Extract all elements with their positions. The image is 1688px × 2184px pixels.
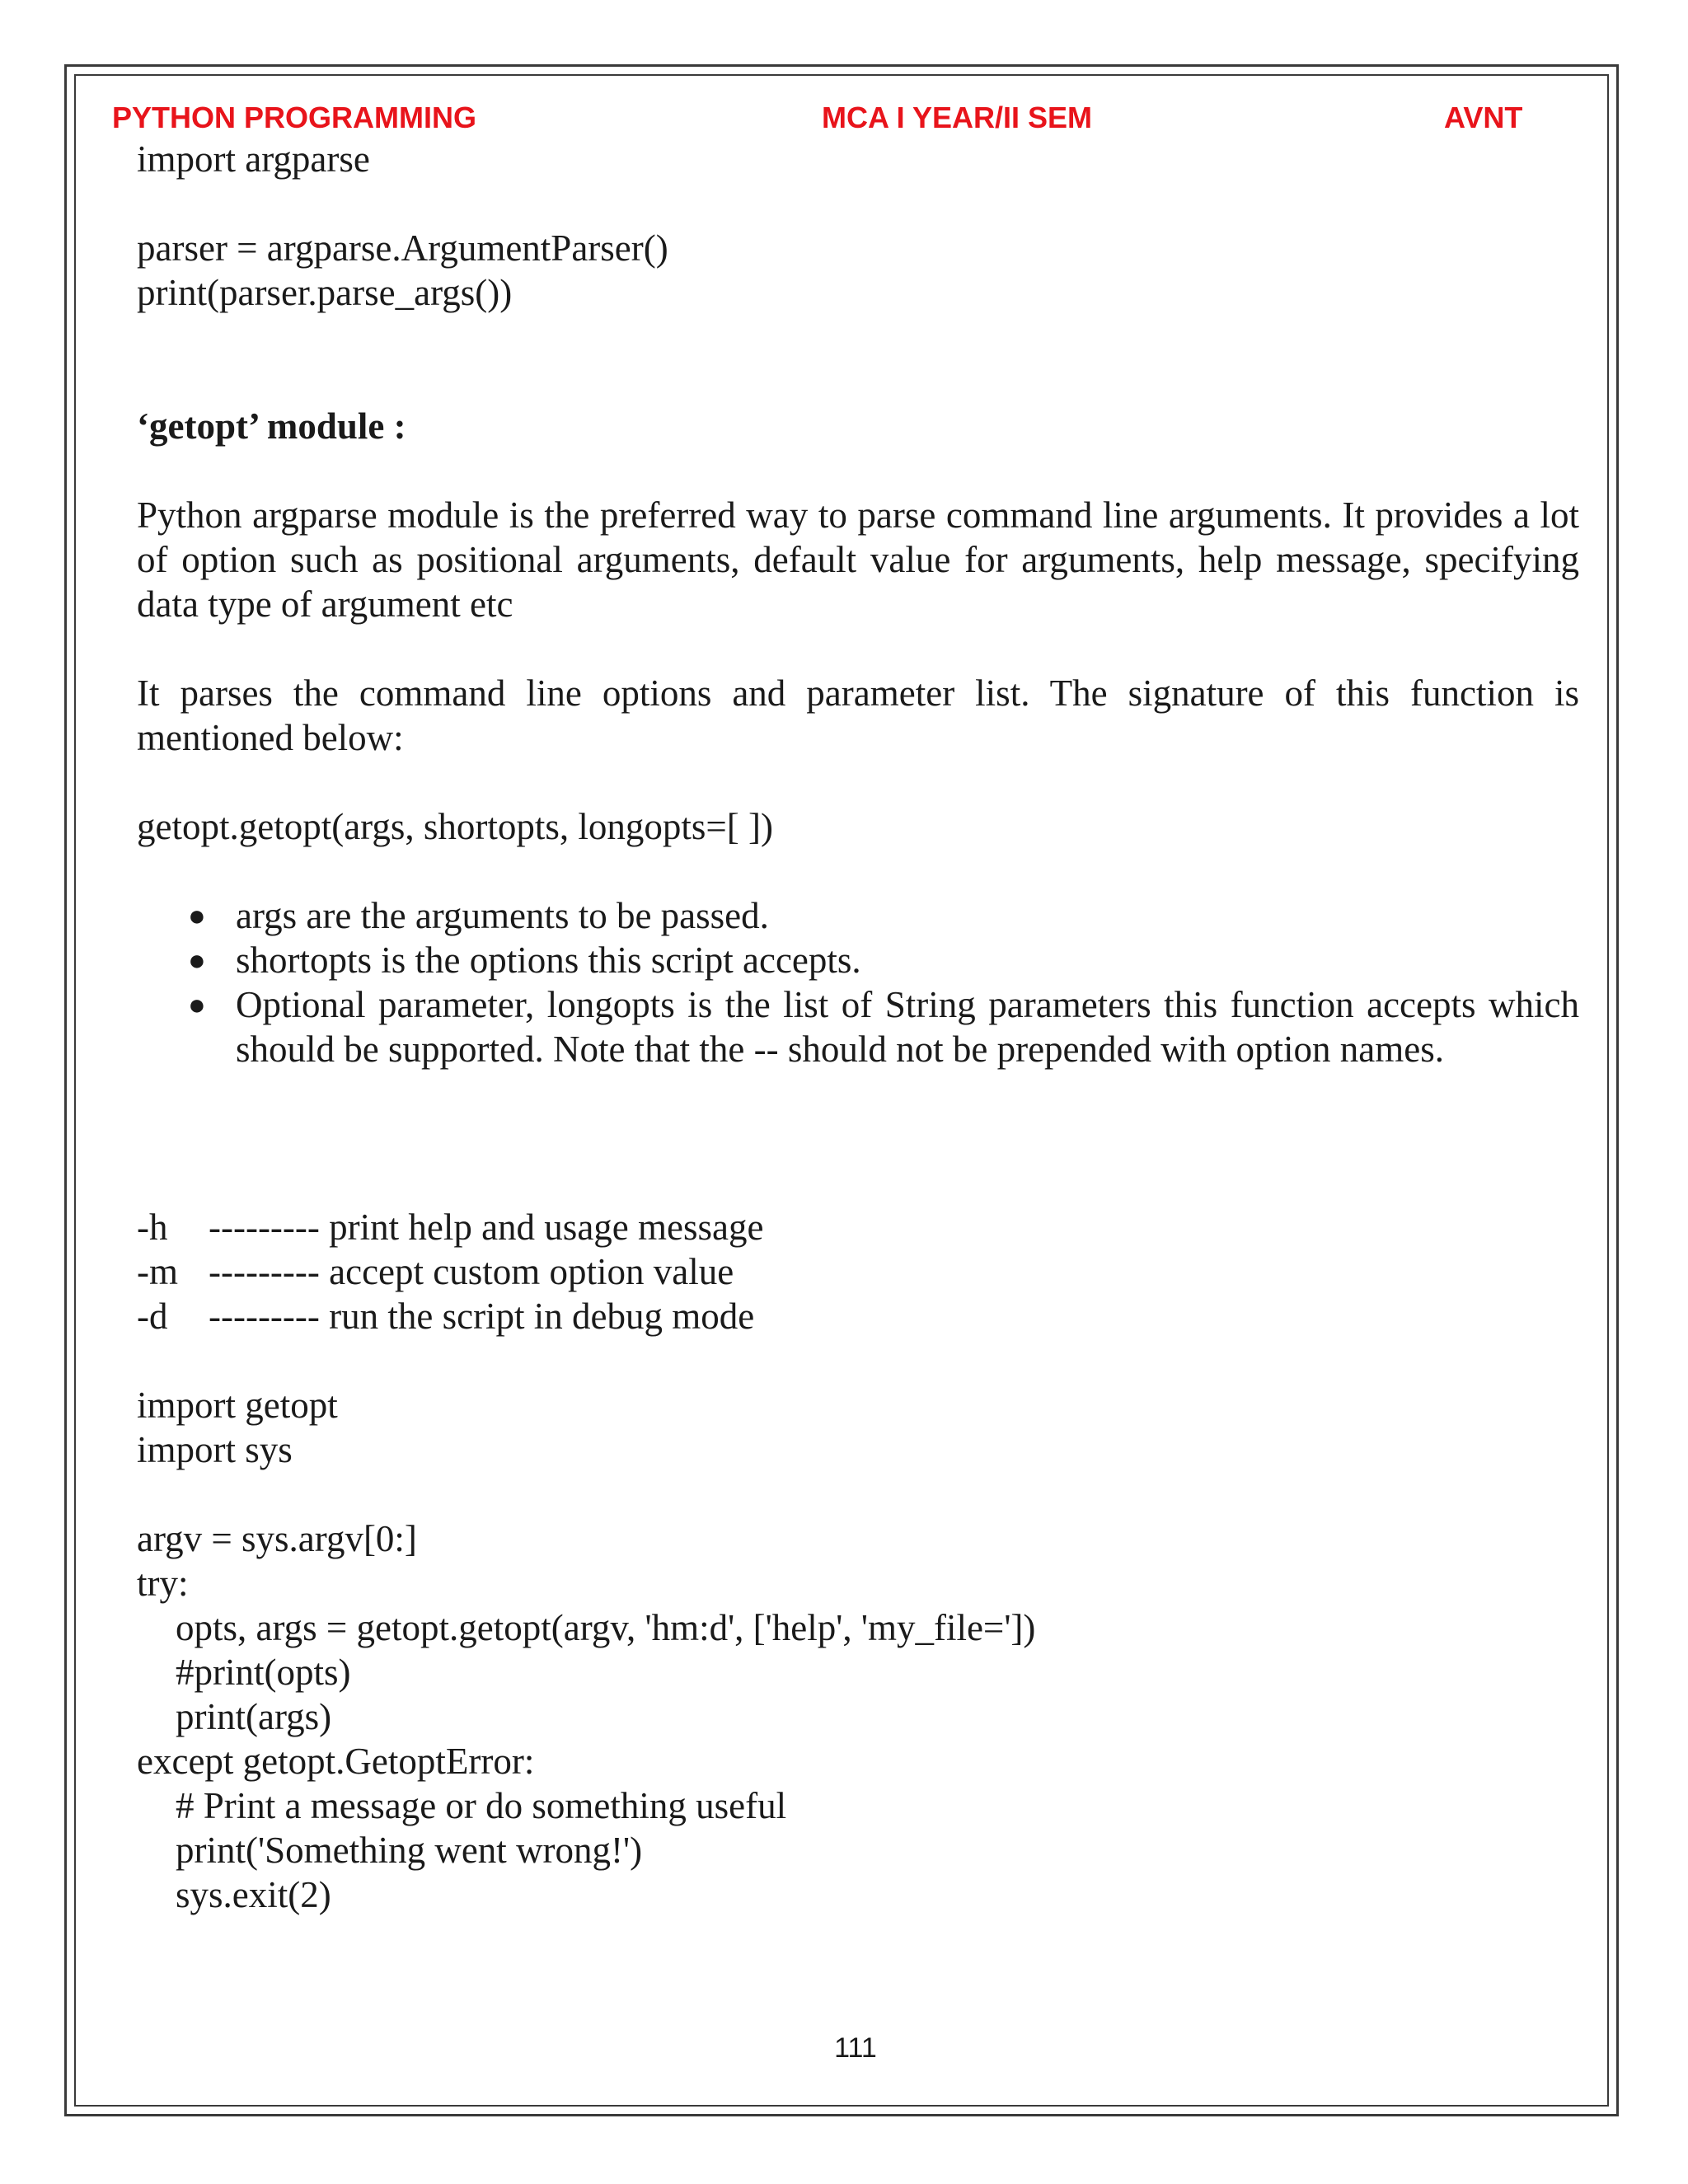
- header-institution: AVNT: [1444, 101, 1523, 134]
- section-heading: ‘getopt’ module :: [137, 405, 406, 447]
- bullet-icon: ●: [188, 899, 206, 932]
- options-list: [137, 1205, 1579, 1338]
- option-description: --------- accept custom option value: [209, 1251, 734, 1292]
- parameter-list: [137, 893, 1579, 1071]
- header-year-semester: MCA I YEAR/II SEM: [822, 101, 1093, 134]
- option-flag: -d: [137, 1296, 168, 1337]
- code-line: print('Something went wrong!'): [176, 1830, 643, 1871]
- code-line: except getopt.GetoptError:: [137, 1741, 535, 1782]
- page-content: [137, 137, 1579, 1917]
- function-signature: getopt.getopt(args, shortopts, longopts=[ ]): [137, 806, 773, 847]
- code-line: try:: [137, 1563, 189, 1604]
- code-line: import sys: [137, 1429, 293, 1470]
- code-line: sys.exit(2): [176, 1874, 331, 1915]
- option-description: --------- print help and usage message: [209, 1207, 764, 1248]
- argparse-code-block: [137, 137, 1579, 315]
- option-row: [137, 1294, 1579, 1338]
- option-row: [137, 1205, 1579, 1249]
- option-description: --------- run the script in debug mode: [209, 1296, 755, 1337]
- header-course-title: PYTHON PROGRAMMING: [112, 101, 477, 134]
- paragraph-argparse-description: Python argparse module is the preferred way to parse command line arguments. It provides a lot of option such as positional arguments, default value for arguments, help message, specifying data type of argument etc: [137, 494, 1579, 625]
- bullet-icon: ●: [188, 988, 206, 1021]
- option-flag: -m: [137, 1251, 178, 1292]
- code-line: print(parser.parse_args()): [137, 272, 513, 313]
- list-item: ● Optional parameter, longopts is the list of String parameters this function accepts which should be supported. Note that the -- should not be prepended with option names.: [188, 984, 1579, 1070]
- option-row: [137, 1249, 1579, 1294]
- list-item: ● args are the arguments to be passed.: [188, 895, 769, 936]
- bullet-icon: ●: [188, 944, 206, 977]
- page-number: 111: [834, 2032, 877, 2064]
- code-line: # Print a message or do something useful: [176, 1785, 787, 1826]
- code-line: print(args): [176, 1696, 332, 1737]
- paragraph-getopt-description: It parses the command line options and parameter list. The signature of this function is mentioned below:: [137, 673, 1579, 758]
- code-line: parser = argparse.ArgumentParser(): [137, 227, 668, 269]
- list-item: ● shortopts is the options this script accepts.: [188, 940, 861, 981]
- code-line: import getopt: [137, 1385, 338, 1426]
- code-line: argv = sys.argv[0:]: [137, 1518, 417, 1559]
- code-line: #print(opts): [176, 1652, 351, 1693]
- code-line: opts, args = getopt.getopt(argv, 'hm:d', ['help', 'my_file=']): [176, 1607, 1036, 1648]
- code-line: import argparse: [137, 138, 370, 180]
- code-line-blank: [137, 181, 1579, 226]
- page-header: [0, 101, 1688, 140]
- getopt-code-block: [137, 1383, 1579, 1917]
- option-flag: -h: [137, 1207, 168, 1248]
